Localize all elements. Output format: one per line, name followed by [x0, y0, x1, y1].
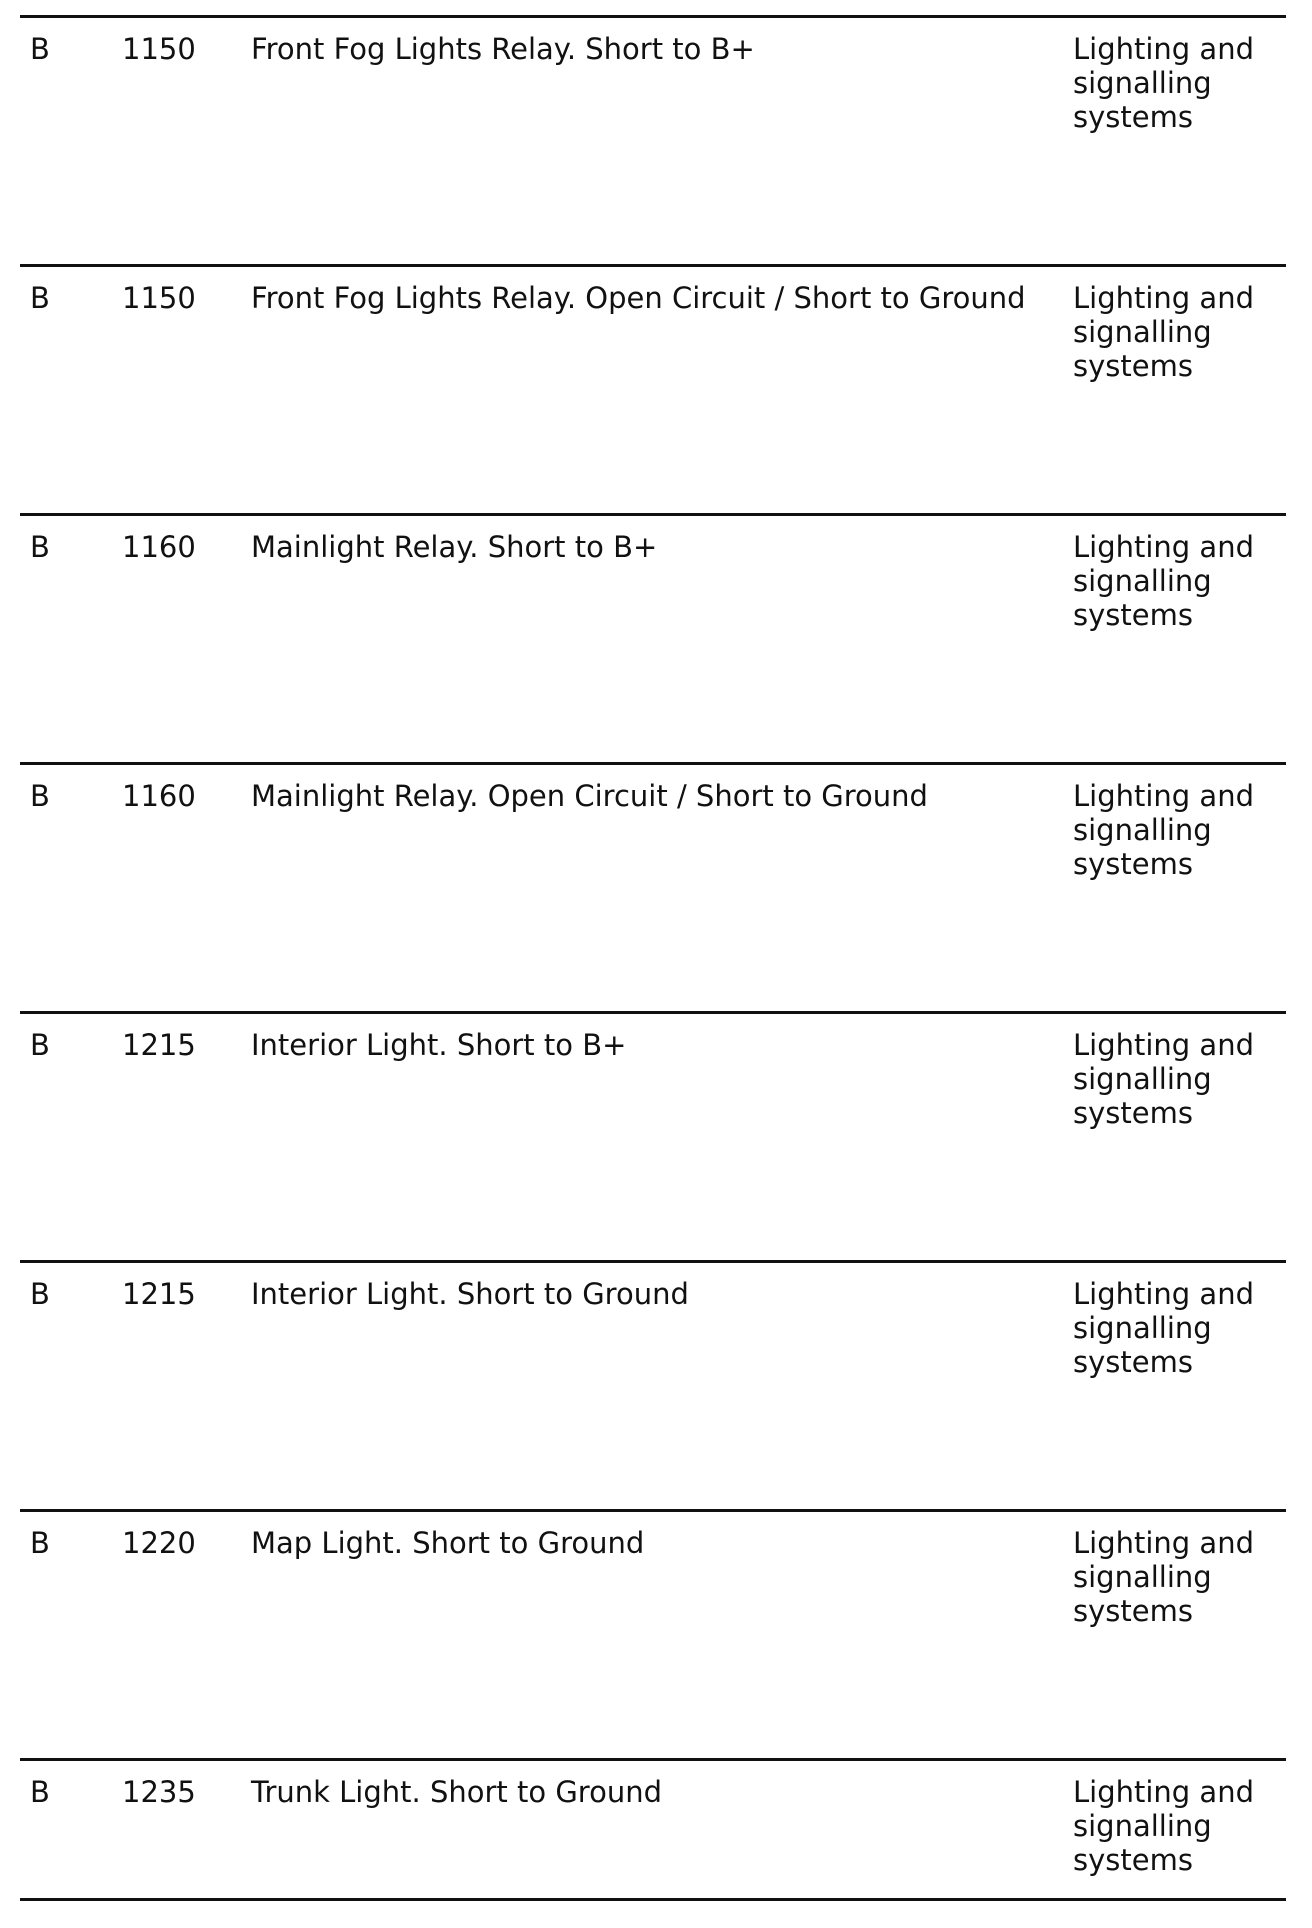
- fault-description: Mainlight Relay. Open Circuit / Short to Ground: [251, 779, 928, 813]
- fault-code: 1160: [122, 530, 196, 564]
- fault-code-table: [20, 15, 1286, 1901]
- fault-system: Lighting and signalling systems: [1073, 1277, 1254, 1379]
- fault-type: B: [30, 1028, 50, 1062]
- table-row: [20, 765, 1286, 1014]
- fault-system: Lighting and signalling systems: [1073, 32, 1254, 134]
- fault-type: B: [30, 779, 50, 813]
- table-row: [20, 18, 1286, 267]
- fault-type: B: [30, 281, 50, 315]
- table-row: [20, 516, 1286, 765]
- table-row: [20, 1014, 1286, 1263]
- fault-system: Lighting and signalling systems: [1073, 281, 1254, 383]
- fault-code: 1150: [122, 281, 196, 315]
- fault-type: B: [30, 530, 50, 564]
- fault-system: Lighting and signalling systems: [1073, 530, 1254, 632]
- fault-code: 1215: [122, 1028, 196, 1062]
- table-row: [20, 1512, 1286, 1761]
- table-row: [20, 1263, 1286, 1512]
- fault-system: Lighting and signalling systems: [1073, 779, 1254, 881]
- fault-description: Interior Light. Short to Ground: [251, 1277, 689, 1311]
- fault-description: Mainlight Relay. Short to B+: [251, 530, 658, 564]
- fault-type: B: [30, 1277, 50, 1311]
- fault-type: B: [30, 1526, 50, 1560]
- table-row: [20, 267, 1286, 516]
- fault-description: Front Fog Lights Relay. Open Circuit / Short to Ground: [251, 281, 1026, 315]
- fault-type: B: [30, 32, 50, 66]
- fault-system: Lighting and signalling systems: [1073, 1028, 1254, 1130]
- table-row: [20, 1761, 1286, 1901]
- fault-code: 1220: [122, 1526, 196, 1560]
- fault-system: Lighting and signalling systems: [1073, 1526, 1254, 1628]
- fault-description: Front Fog Lights Relay. Short to B+: [251, 32, 755, 66]
- fault-description: Map Light. Short to Ground: [251, 1526, 645, 1560]
- fault-code: 1235: [122, 1775, 196, 1809]
- fault-description: Interior Light. Short to B+: [251, 1028, 627, 1062]
- fault-code: 1150: [122, 32, 196, 66]
- fault-type: B: [30, 1775, 50, 1809]
- fault-code: 1160: [122, 779, 196, 813]
- fault-description: Trunk Light. Short to Ground: [251, 1775, 662, 1809]
- fault-code: 1215: [122, 1277, 196, 1311]
- fault-system: Lighting and signalling systems: [1073, 1775, 1254, 1877]
